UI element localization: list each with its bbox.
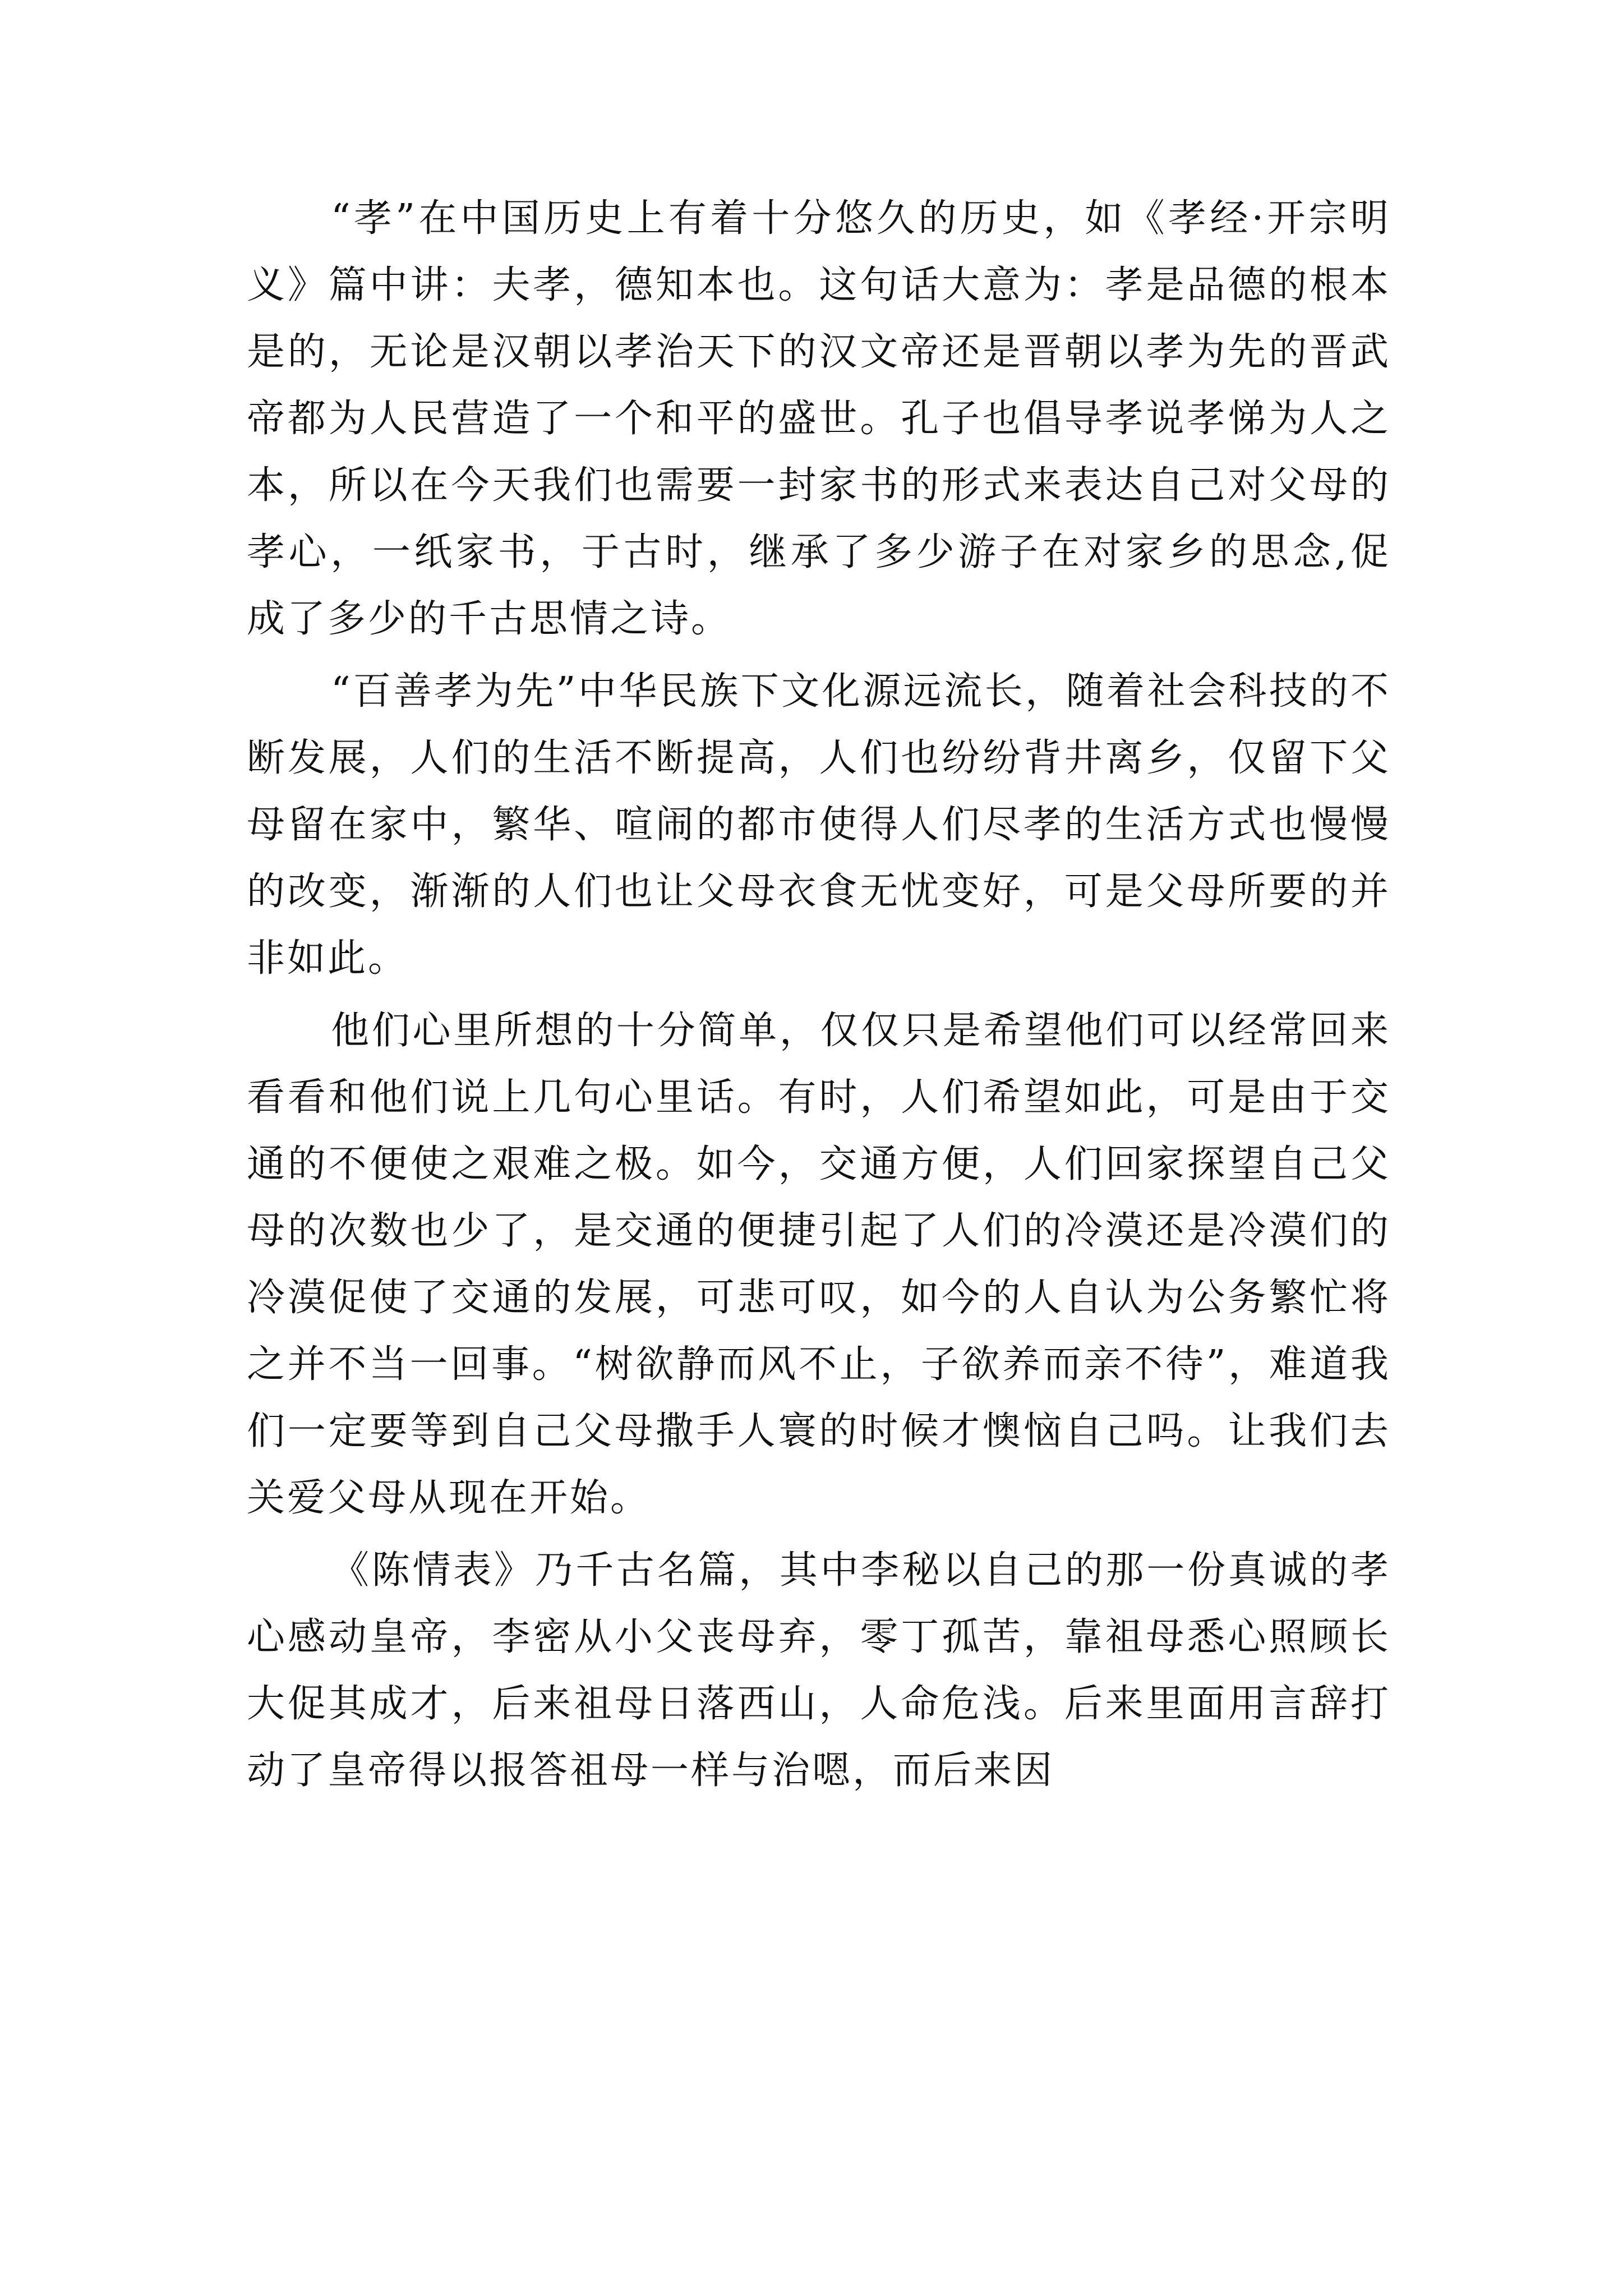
document-body <box>247 185 1391 1804</box>
paragraph-3: 他们心里所想的十分简单，仅仅只是希望他们可以经常回来看看和他们说上几句心里话。有时，人们希望如此，可是由于交通的不便使之艰难之极。如今，交通方便，人们回家探望自己父母的次数也少了，是交通的便捷引起了人们的冷漠还是冷漠们的冷漠促使了交通的发展，可悲可叹，如今的人自认为公务繁忙将之并不当一回事。“树欲静而风不止，子欲养而亲不待”，难道我们一定要等到自己父母撒手人寰的时候才懊恼自己吗。让我们去关爱父母从现在开始。 <box>247 1009 1391 1520</box>
paragraph-2: “百善孝为先”中华民族下文化源远流长，随着社会科技的不断发展，人们的生活不断提高，人们也纷纷背井离乡，仅留下父母留在家中，繁华、喧闹的都市使得人们尽孝的生活方式也慢慢的改变，渐渐的人们也让父母衣食无忧变好，可是父母所要的并非如此。 <box>247 669 1391 981</box>
paragraph-1: “孝”在中国历史上有着十分悠久的历史，如《孝经·开宗明义》篇中讲：夫孝，德知本也。这句话大意为：孝是品德的根本是的，无论是汉朝以孝治天下的汉文帝还是晋朝以孝为先的晋武帝都为人民营造了一个和平的盛世。孔子也倡导孝说孝悌为人之本，所以在今天我们也需要一封家书的形式来表达自己对父母的孝心，一纸家书，于古时，继承了多少游子在对家乡的思念,促成了多少的千古思情之诗。 <box>247 196 1391 641</box>
paragraph-4: 《陈情表》乃千古名篇，其中李秘以自己的那一份真诚的孝心感动皇帝，李密从小父丧母弃，零丁孤苦，靠祖母悉心照顾长大促其成才，后来祖母日落西山，人命危浅。后来里面用言辞打动了皇帝得以报答祖母一样与治嗯，而后来因 <box>247 1548 1391 1793</box>
